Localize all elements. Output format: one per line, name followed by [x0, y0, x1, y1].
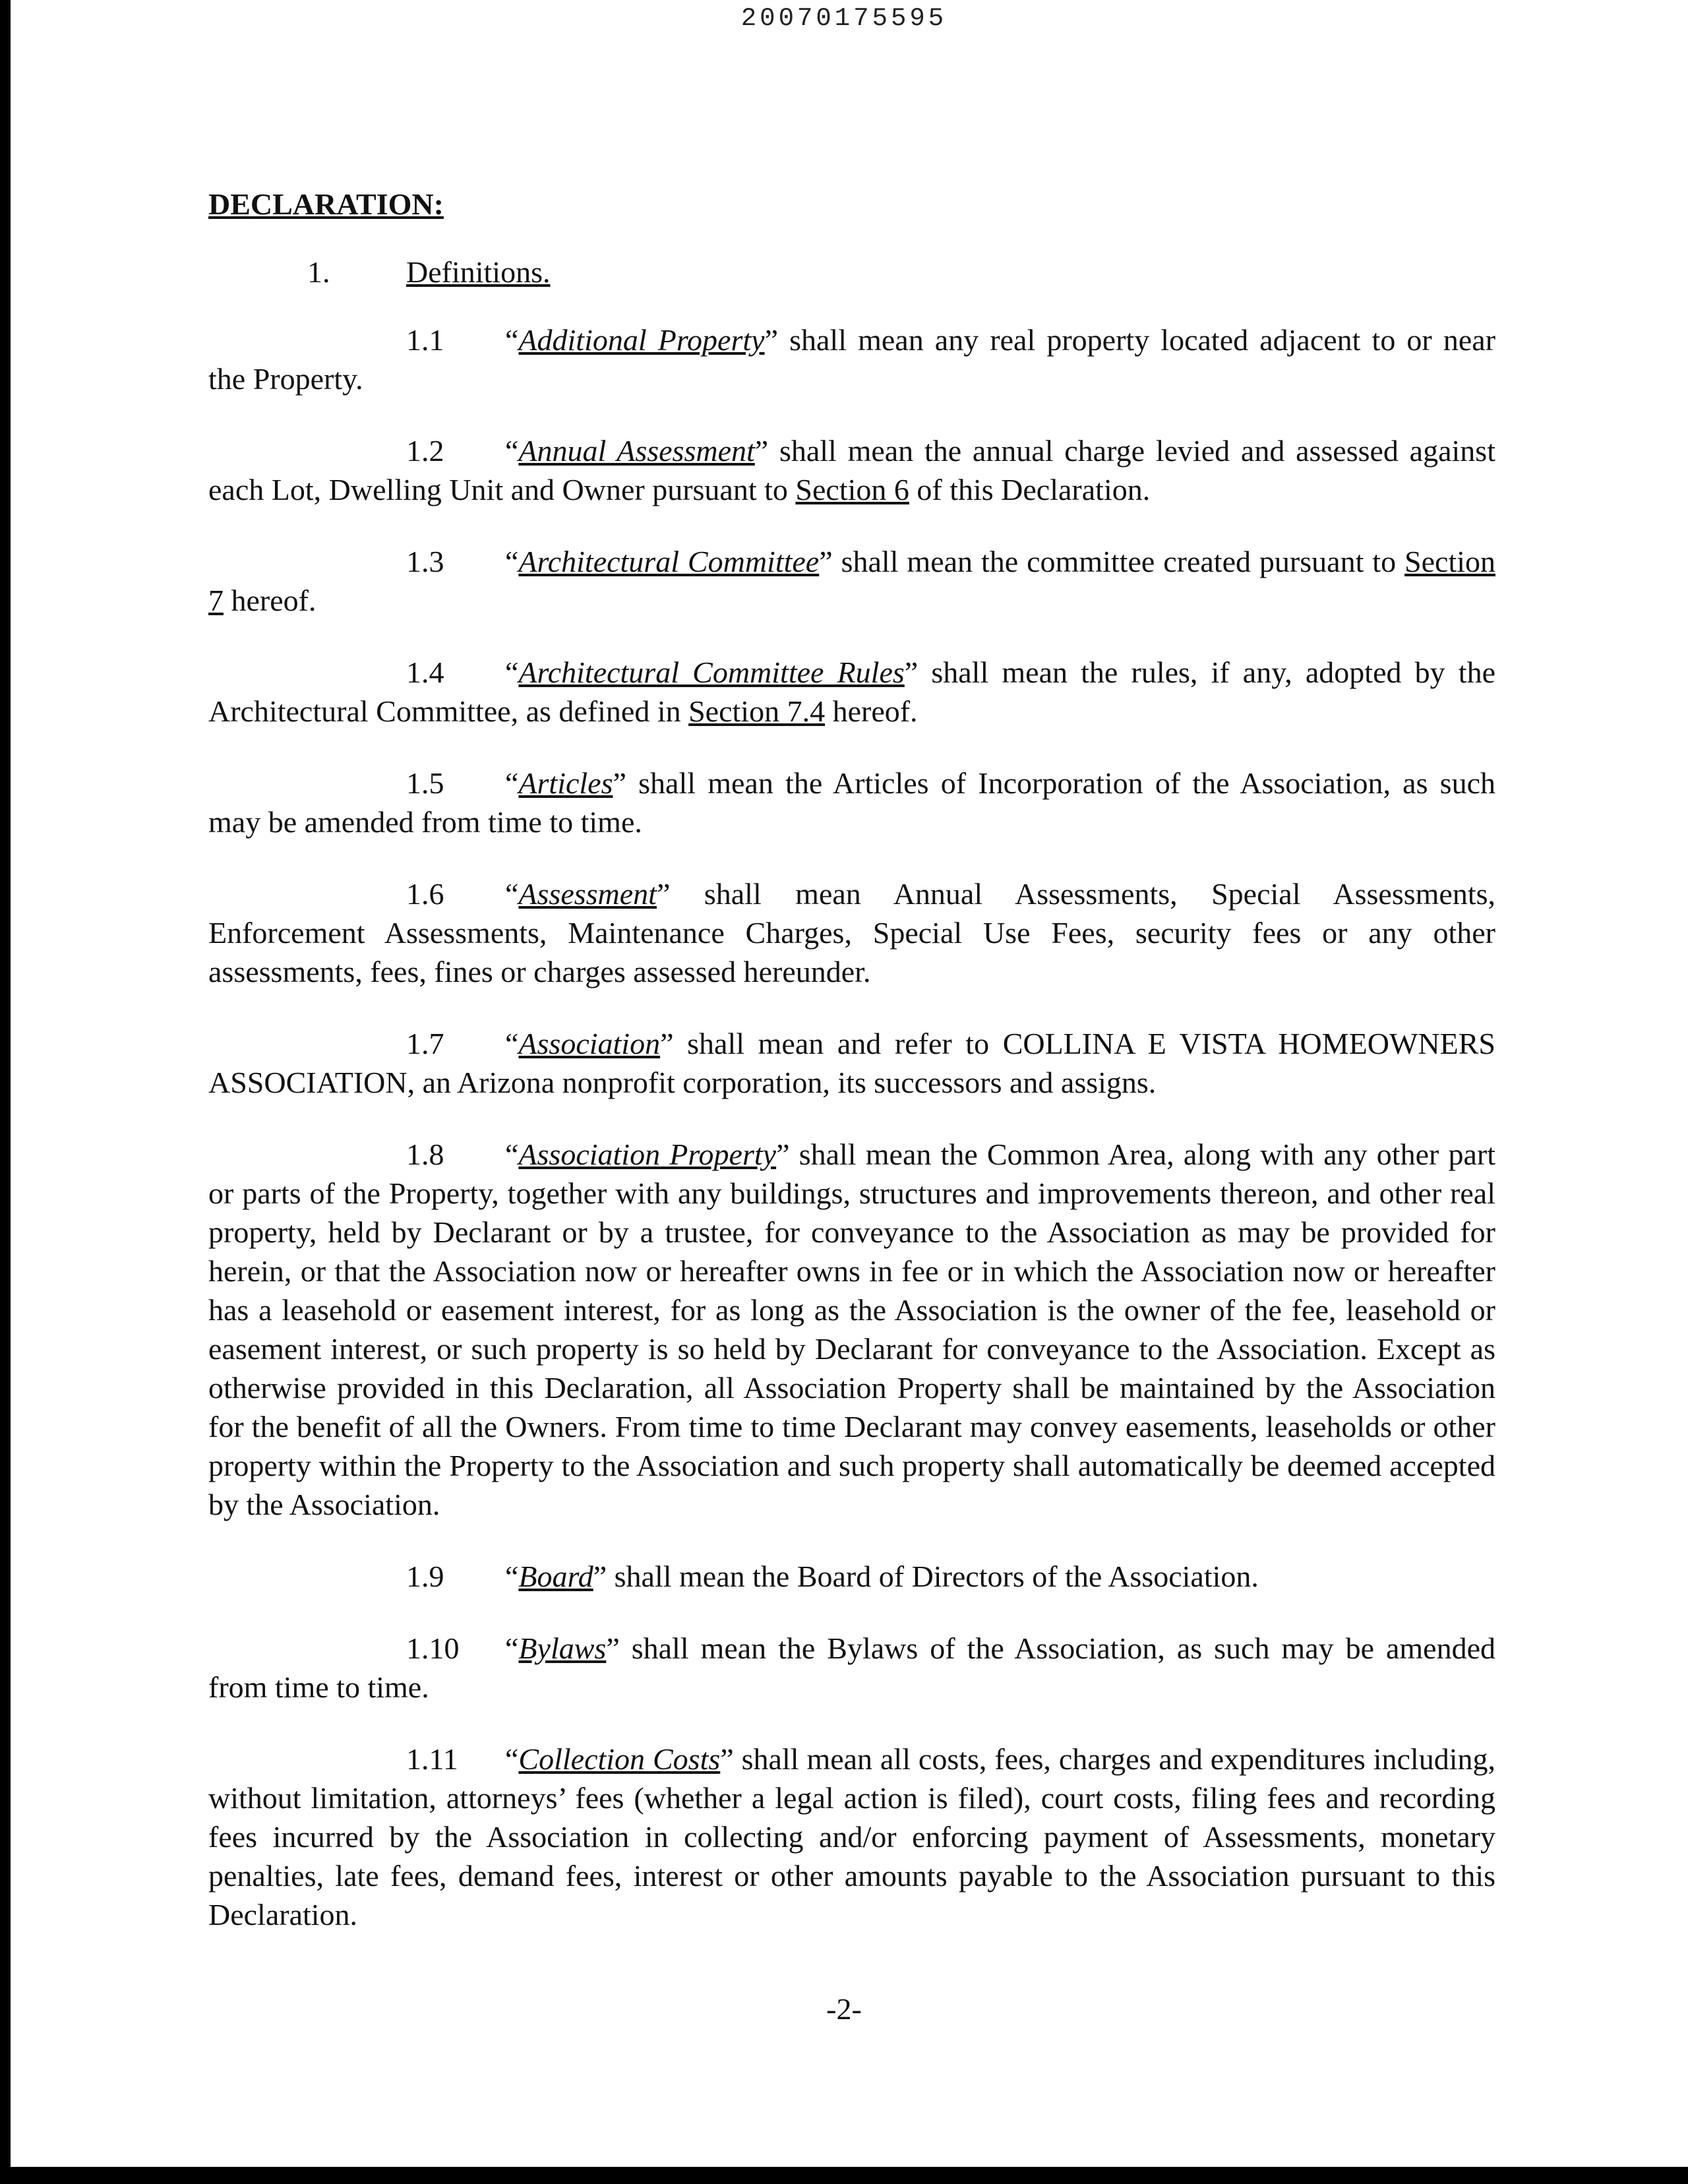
definition-1-11: 1.11 “Collection Costs” shall mean all costs, fees, charges and expenditures including, without limitation, attorneys’ fees (whether a legal action is filed), court costs, filing fees and recording fees incurred by the Association in collecting and/or enforcing payment of Assessments, monetary penalties, late fees, demand fees, interest or other amounts payable to the Association pursuant to this Declaration.	[208, 1740, 1495, 1934]
definition-term: Association Property	[518, 1138, 777, 1171]
definition-1-8: 1.8 “Association Property” shall mean the Common Area, along with any other part or parts of the Property, together with any buildings, structures and improvements thereon, and other real property, held by Declarant or by a trustee, for conveyance to the Association as may be provided for herein, or that the Association now or hereafter owns in fee or in which the Association now or hereafter has a leasehold or easement interest, for as long as the Association is the owner of the fee, leasehold or easement interest, or such property is so held by Declarant for conveyance to the Association. Except as otherwise provided in this Declaration, all Association Property shall be maintained by the Association for the benefit of all the Owners. From time to time Declarant may convey easements, leaseholds or other property within the Property to the Association and such property shall automatically be deemed accepted by the Association.	[208, 1135, 1495, 1524]
definition-text: shall mean the committee created pursuant to	[841, 545, 1397, 578]
definition-text-end: of this Declaration.	[917, 473, 1151, 506]
definition-1-7: 1.7 “Association” shall mean and refer to COLLINA E VISTA HOMEOWNERS ASSOCIATION, an Arizona nonprofit corporation, its successors and assigns.	[208, 1024, 1495, 1102]
definition-text: shall mean any real property located adjacent to or near the Property.	[208, 323, 1496, 396]
section-reference: Section 6	[795, 473, 909, 506]
scan-left-border	[0, 0, 11, 2184]
definition-number: 1.4	[406, 655, 444, 689]
definition-text: shall mean the Board of Directors of the Association.	[614, 1560, 1259, 1593]
definition-1-3: 1.3 “Architectural Committee” shall mean the committee created pursuant to Section 7 hereof.	[208, 542, 1495, 620]
page-number: -2-	[826, 1992, 862, 2026]
definition-text: shall mean the Articles of Incorporation of the Association, as such may be amended from time to time.	[208, 766, 1496, 839]
definition-text: shall mean and refer to COLLINA E VISTA HOMEOWNERS ASSOCIATION, an Arizona nonprofit corporation, its successors and assigns.	[208, 1027, 1495, 1099]
definition-text: shall mean all costs, fees, charges and expenditures including, without limitation, attorneys’ fees (whether a legal action is filed), court costs, filing fees and recording fees incurred by the Association in collecting and/or enforcing payment of Assessments, monetary penalties, late fees, demand fees, interest or other amounts payable to the Association pursuant to this Declaration.	[208, 1742, 1495, 1931]
definition-1-4: 1.4 “Architectural Committee Rules” shall mean the rules, if any, adopted by the Architectural Committee, as defined in Section 7.4 hereof.	[208, 653, 1495, 731]
definition-text: shall mean Annual Assessments, Special Assessments, Enforcement Assessments, Maintenance Charges, Special Use Fees, security fees or any other assessments, fees, fines or charges assessed hereunder.	[208, 877, 1496, 988]
definition-number: 1.11	[406, 1742, 458, 1776]
section-title-text: Definitions.	[406, 255, 551, 289]
definition-number: 1.8	[406, 1138, 444, 1171]
definition-term: Assessment	[518, 877, 657, 911]
definition-number: 1.6	[406, 877, 444, 911]
definition-number: 1.9	[406, 1560, 444, 1593]
document-number: 20070175595	[740, 4, 948, 33]
definition-term: Architectural Committee	[518, 545, 820, 578]
definition-text-end: hereof.	[832, 694, 918, 728]
definition-1-2: 1.2 “Annual Assessment” shall mean the annual charge levied and assessed against each Lot, Dwelling Unit and Owner pursuant to Section 6 of this Declaration.	[208, 431, 1495, 509]
section-reference: Section 7	[208, 545, 1496, 617]
definition-text: shall mean the Common Area, along with any other part or parts of the Property, together with any buildings, structures and improvements thereon, and other real property, held by Declarant or by a trustee, for conveyance to the Association as may be provided for herein, or that the Association now or hereafter owns in fee or in which the Association now or hereafter has a leasehold or easement interest, for as long as the Association is the owner of the fee, leasehold or easement interest, or such property is so held by Declarant for conveyance to the Association. Except as otherwise provided in this Declaration, all Association Property shall be maintained by the Association for the benefit of all the Owners. From time to time Declarant may convey easements, leaseholds or other property within the Property to the Association and such property shall automatically be deemed accepted by the Association.	[208, 1138, 1496, 1521]
definition-1-6: 1.6 “Assessment” shall mean Annual Assessments, Special Assessments, Enforcement Assessments, Maintenance Charges, Special Use Fees, security fees or any other assessments, fees, fines or charges assessed hereunder.	[208, 874, 1495, 991]
section-reference: Section 7.4	[688, 694, 826, 728]
definition-number: 1.7	[406, 1027, 444, 1060]
definition-number: 1.5	[406, 766, 444, 800]
definition-text: shall mean the annual charge levied and assessed against each Lot, Dwelling Unit and Owner pursuant to	[208, 434, 1495, 506]
definition-number: 1.10	[406, 1631, 460, 1665]
section-number: 1.	[307, 255, 330, 289]
definition-text: shall mean the Bylaws of the Association, as such may be amended from time to time.	[208, 1631, 1495, 1704]
definition-1-5: 1.5 “Articles” shall mean the Articles of Incorporation of the Association, as such may be amended from time to time.	[208, 764, 1495, 841]
definition-term: Board	[518, 1560, 593, 1593]
declaration-heading: DECLARATION:	[208, 187, 444, 221]
definition-term: Additional Property	[518, 323, 765, 357]
definition-term: Articles	[518, 766, 613, 800]
definition-term: Annual Assessment	[518, 434, 755, 468]
definition-text: shall mean the rules, if any, adopted by the Architectural Committee, as defined in	[208, 655, 1495, 728]
definition-1-10: 1.10 “Bylaws” shall mean the Bylaws of the Association, as such may be amended from time to time.	[208, 1629, 1495, 1707]
definition-1-1: 1.1 “Additional Property” shall mean any real property located adjacent to or near the Property.	[208, 320, 1495, 398]
definition-number: 1.2	[406, 434, 444, 468]
definition-text-end: hereof.	[231, 584, 316, 617]
definition-number: 1.1	[406, 323, 444, 357]
definition-term: Collection Costs	[518, 1742, 721, 1776]
definition-1-9: 1.9 “Board” shall mean the Board of Directors of the Association.	[208, 1557, 1495, 1596]
definition-term: Architectural Committee Rules	[518, 655, 905, 689]
document-body	[208, 185, 1495, 1967]
scan-bottom-border	[0, 2167, 1688, 2184]
definition-term: Bylaws	[518, 1631, 607, 1665]
definition-number: 1.3	[406, 545, 444, 578]
section-definitions-title	[208, 253, 1495, 291]
definition-term: Association	[518, 1027, 661, 1060]
